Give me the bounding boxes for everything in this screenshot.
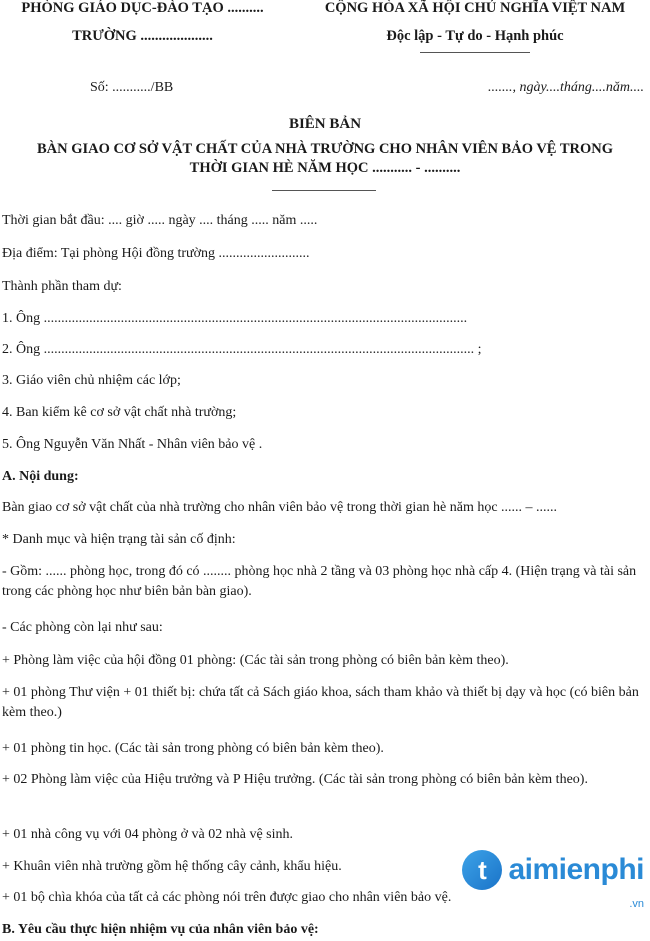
list-item: + 01 phòng Thư viện + 01 thiết bị: chứa tất cả Sách giáo khoa, sách tham khảo và thiết bị dạy và học (có biên bản kèm theo.) — [2, 685, 639, 720]
national-title: CỘNG HÒA XÃ HỘI CHỦ NGHĨA VIỆT NAM — [324, 0, 626, 16]
participant-5: 5. Ông Nguyễn Văn Nhất - Nhân viên bảo vệ . — [2, 437, 263, 452]
participants-label: Thành phần tham dự: — [2, 279, 122, 294]
document-date: ......., ngày....tháng....năm.... — [488, 80, 644, 95]
department-name: PHÒNG GIÁO DỤC-ĐÀO TẠO .......... — [21, 0, 264, 16]
brand-logo-icon: t — [462, 850, 502, 890]
brand-name: aimienphi — [508, 853, 644, 886]
list-item: + 02 Phòng làm việc của Hiệu trưởng và P Hiệu trưởng. (Các tài sản trong phòng có biên bản kèm theo). — [2, 772, 588, 787]
title-underline — [272, 190, 376, 191]
participant-1: 1. Ông ......................................................................................................................... — [2, 311, 468, 326]
participant-2: 2. Ông ........................................................................................................................... ; — [2, 342, 482, 357]
content-intro: Bàn giao cơ sở vật chất của nhà trường cho nhân viên bảo vệ trong thời gian hè năm học ...... – ...... — [2, 500, 558, 515]
list-item: + 01 bộ chìa khóa của tất cả các phòng nói trên được giao cho nhân viên bảo vệ. — [2, 890, 452, 905]
list-item: + 01 phòng tin học. (Các tài sản trong phòng có biên bản kèm theo). — [2, 741, 384, 756]
other-rooms-heading: - Các phòng còn lại như sau: — [2, 620, 163, 635]
motto-underline — [420, 52, 530, 53]
location: Địa điểm: Tại phòng Hội đồng trường .......................... — [2, 246, 310, 261]
list-item: + Phòng làm việc của hội đồng 01 phòng: (Các tài sản trong phòng có biên bản kèm theo). — [2, 653, 509, 668]
start-time: Thời gian bắt đầu: .... giờ ..... ngày .... tháng ..... năm ..... — [2, 213, 318, 228]
participant-3: 3. Giáo viên chủ nhiệm các lớp; — [2, 373, 181, 388]
asset-list-heading: * Danh mục và hiện trạng tài sản cố định: — [2, 532, 236, 547]
watermark-logo — [462, 850, 644, 890]
document-subtitle-line1: BÀN GIAO CƠ SỞ VẬT CHẤT CỦA NHÀ TRƯỜNG CHO NHÂN VIÊN BẢO VỆ TRONG — [36, 141, 614, 157]
school-name: TRƯỜNG .................... — [72, 28, 213, 44]
rooms-summary: - Gồm: ...... phòng học, trong đó có ........ phòng học nhà 2 tầng và 03 phòng học nhà cấp 4. (Hiện trạng và tài sản trong các phòng học như biên bản bàn giao). — [2, 564, 637, 599]
participant-4: 4. Ban kiểm kê cơ sở vật chất nhà trường; — [2, 405, 237, 420]
list-item: + Khuân viên nhà trường gồm hệ thống cây cảnh, khẩu hiệu. — [2, 859, 342, 874]
section-b-heading: B. Yêu cầu thực hiện nhiệm vụ của nhân viên bảo vệ: — [2, 922, 319, 937]
brand-suffix: .vn — [629, 898, 644, 910]
national-motto: Độc lập - Tự do - Hạnh phúc — [386, 28, 564, 44]
document-number: Số: .........../BB — [90, 80, 174, 95]
document-title: BIÊN BẢN — [288, 116, 362, 132]
list-item: + 01 nhà công vụ với 04 phòng ở và 02 nhà vệ sinh. — [2, 827, 293, 842]
section-a-heading: A. Nội dung: — [2, 469, 79, 484]
document-subtitle-line2: THỜI GIAN HÈ NĂM HỌC ........... - .......... — [189, 160, 461, 176]
